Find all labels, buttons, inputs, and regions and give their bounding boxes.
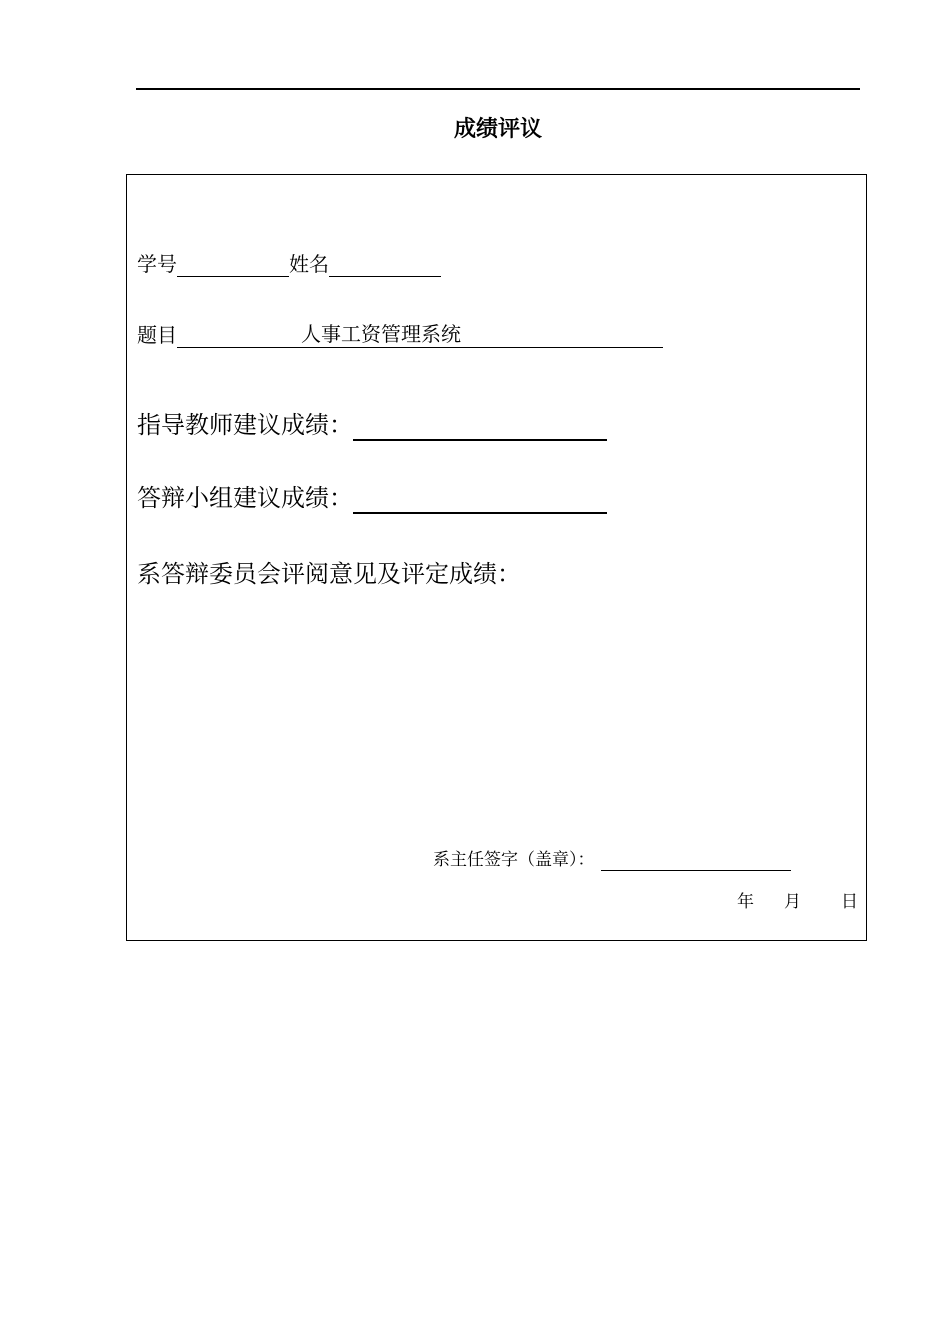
- panel-grade-row: [137, 482, 607, 514]
- date-row: [737, 891, 858, 913]
- student-id-label: 学号: [137, 252, 177, 276]
- date-day: 日: [841, 892, 858, 912]
- topic-row: [137, 321, 663, 348]
- topic-value: 人事工资管理系统: [301, 322, 461, 346]
- date-month: 月: [784, 892, 801, 912]
- topic-label: 题目: [137, 323, 177, 347]
- page-title: 成绩评议: [453, 117, 542, 142]
- signature-label: 系主任签字（盖章）：: [433, 850, 595, 870]
- evaluation-form: [126, 174, 867, 941]
- topic-field[interactable]: [177, 321, 663, 348]
- advisor-grade-label: 指导教师建议成绩：: [137, 411, 353, 439]
- header-rule: [136, 88, 860, 90]
- date-year: 年: [737, 892, 754, 912]
- panel-grade-field[interactable]: [353, 484, 607, 514]
- signature-field[interactable]: [601, 850, 791, 871]
- signature-row: [433, 849, 791, 871]
- advisor-grade-field[interactable]: [353, 411, 607, 441]
- name-label: 姓名: [289, 252, 329, 276]
- committee-comments-label: 系答辩委员会评阅意见及评定成绩：: [137, 560, 521, 588]
- advisor-grade-row: [137, 409, 607, 441]
- name-field[interactable]: [329, 254, 441, 277]
- panel-grade-label: 答辩小组建议成绩：: [137, 484, 353, 512]
- student-info-row: [137, 251, 441, 277]
- student-id-field[interactable]: [177, 254, 289, 277]
